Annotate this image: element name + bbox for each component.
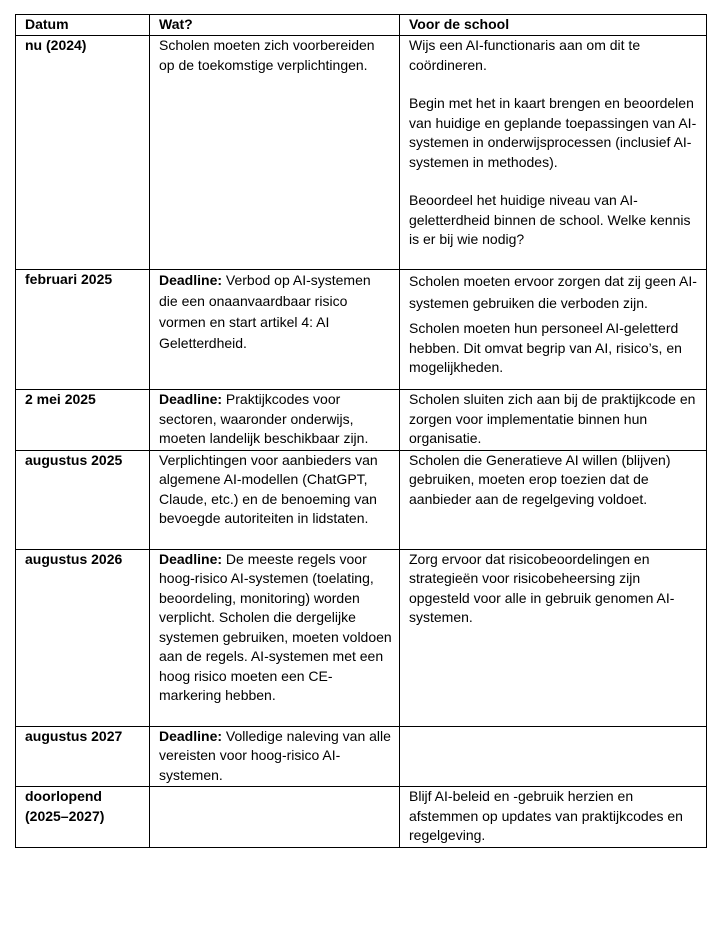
deadline-label: Deadline: <box>159 272 223 288</box>
timeline-table <box>15 14 707 848</box>
header-row <box>16 15 707 36</box>
header-date: Datum <box>16 15 150 36</box>
what-cell <box>150 390 400 451</box>
school-paragraph: Begin met het in kaart brengen en beoordelen van huidige en geplande toepassingen van AI-systemen in onderwijsprocessen (inclusief AI-systemen in methodes). <box>409 95 697 170</box>
school-paragraph: Blijf AI-beleid en -gebruik herzien en afstemmen op updates van praktijkcodes en regelgeving. <box>409 788 683 843</box>
what-text: Scholen moeten zich voorbereiden op de toekomstige verplichtingen. <box>159 37 375 73</box>
date-cell: februari 2025 <box>16 270 150 390</box>
table-row <box>16 726 707 787</box>
school-cell <box>400 390 707 451</box>
table-row <box>16 36 707 270</box>
what-cell <box>150 450 400 549</box>
school-cell <box>400 270 707 390</box>
what-cell <box>150 36 400 270</box>
what-cell <box>150 726 400 787</box>
school-paragraph: Scholen moeten ervoor zorgen dat zij geen AI-systemen gebruiken die verboden zijn. <box>409 273 697 311</box>
date-cell: nu (2024) <box>16 36 150 270</box>
school-cell <box>400 36 707 270</box>
what-cell <box>150 549 400 726</box>
date-cell: augustus 2027 <box>16 726 150 787</box>
header-school: Voor de school <box>400 15 707 36</box>
table-row <box>16 270 707 390</box>
what-cell-empty <box>150 787 400 848</box>
school-cell <box>400 549 707 726</box>
what-cell <box>150 270 400 390</box>
date-cell: augustus 2025 <box>16 450 150 549</box>
what-text: Praktijkcodes voor sectoren, waaronder onderwijs, moeten landelijk beschikbaar zijn. <box>159 391 369 446</box>
school-paragraph: Zorg ervoor dat risicobeoordelingen en strategieën voor risicobeheersing zijn opgesteld voor alle in gebruik genomen AI-systemen. <box>409 550 675 625</box>
school-paragraph: Scholen moeten hun personeel AI-geletterd hebben. Dit omvat begrip van AI, risico’s, en mogelijkheden. <box>409 320 682 375</box>
deadline-label: Deadline: <box>159 391 223 407</box>
table-row <box>16 450 707 549</box>
what-text: Verplichtingen voor aanbieders van algemene AI-modellen (ChatGPT, Claude, etc.) en de benoeming van bevoegde autoriteiten in lidstaten. <box>159 451 378 526</box>
school-paragraph: Wijs een AI-functionaris aan om dit te coördineren. <box>409 37 641 73</box>
deadline-label: Deadline: <box>159 550 223 567</box>
school-paragraph: Beoordeel het huidige niveau van AI-geletterdheid binnen de school. Welke kennis is er bij wie nodig? <box>409 192 691 247</box>
date-cell: 2 mei 2025 <box>16 390 150 451</box>
header-what: Wat? <box>150 15 400 36</box>
date-cell: augustus 2026 <box>16 549 150 726</box>
school-cell-empty <box>400 726 707 787</box>
school-paragraph: Scholen die Generatieve AI willen (blijven) gebruiken, moeten erop toezien dat de aanbieder aan de regelgeving voldoet. <box>409 451 671 507</box>
what-text: De meeste regels voor hoog-risico AI-systemen (toelating, beoordeling, monitoring) worden verplicht. Scholen die dergelijke systemen gebruiken, moeten voldoen aan de regels. AI-systemen met een hoog risico moeten een CE-markering hebben. <box>159 550 392 703</box>
what-text: Verbod op AI-systemen die een onaanvaardbaar risico vormen en start artikel 4: AI Geletterdheid. <box>159 272 371 351</box>
table-row <box>16 549 707 726</box>
school-cell <box>400 450 707 549</box>
school-cell <box>400 787 707 848</box>
deadline-label: Deadline: <box>159 727 223 744</box>
table-row <box>16 787 707 848</box>
school-paragraph: Scholen sluiten zich aan bij de praktijkcode en zorgen voor implementatie binnen hun organisatie. <box>409 391 696 446</box>
date-cell: doorlopend (2025–2027) <box>16 787 150 848</box>
table-row <box>16 390 707 451</box>
what-text: Volledige naleving van alle vereisten voor hoog-risico AI-systemen. <box>159 727 391 783</box>
